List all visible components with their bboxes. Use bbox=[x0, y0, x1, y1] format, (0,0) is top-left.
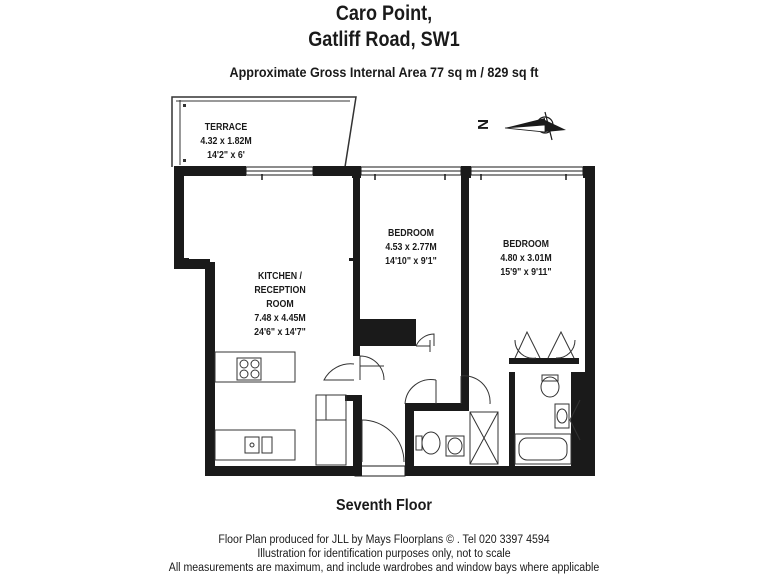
bedroom1-imperial: 14'10" x 9'1" bbox=[385, 256, 437, 267]
terrace-name: TERRACE bbox=[204, 122, 248, 133]
compass-icon bbox=[505, 112, 566, 140]
gross-internal-area: Approximate Gross Internal Area 77 sq m / 829 sq ft bbox=[229, 64, 539, 80]
kitchen-name-line2: RECEPTION bbox=[254, 285, 306, 296]
bedroom2-name: BEDROOM bbox=[503, 239, 549, 250]
bedroom1-label bbox=[367, 227, 455, 269]
bedroom1-name: BEDROOM bbox=[388, 228, 434, 239]
kitchen-name-line1: KITCHEN / bbox=[258, 271, 302, 282]
bedroom2-metric: 4.80 x 3.01M bbox=[500, 253, 552, 264]
hob-rings bbox=[237, 358, 261, 380]
property-address: Gatliff Road, SW1 bbox=[308, 28, 460, 51]
terrace-label bbox=[182, 121, 270, 163]
kitchen-sink bbox=[245, 437, 272, 453]
door-swings bbox=[324, 332, 580, 462]
footer-measurements-note: All measurements are maximum, and include wardrobes and window bays where applicable bbox=[168, 562, 600, 574]
bedroom2-label bbox=[482, 238, 570, 280]
interior-walls bbox=[345, 176, 585, 467]
terrace-imperial: 14'2" x 6' bbox=[207, 150, 245, 161]
compass-north-label: N bbox=[474, 119, 492, 130]
footer-credit: Floor Plan produced for JLL by Mays Floorplans © . Tel 020 3397 4594 bbox=[218, 534, 550, 546]
bedroom2-imperial: 15'9" x 9'11" bbox=[500, 267, 552, 278]
kitchen-metric: 7.48 x 4.45M bbox=[254, 313, 306, 324]
property-name: Caro Point, bbox=[335, 2, 433, 25]
floor-level: Seventh Floor bbox=[335, 497, 433, 514]
bathroom-right-fixtures bbox=[515, 375, 571, 464]
bedroom1-metric: 4.53 x 2.77M bbox=[385, 242, 437, 253]
kitchen-label bbox=[236, 270, 324, 340]
terrace-metric: 4.32 x 1.82M bbox=[200, 136, 252, 147]
footer-disclaimer: Illustration for identification purposes only, not to scale bbox=[257, 548, 511, 560]
bathroom-left-fixtures bbox=[416, 412, 498, 464]
kitchen-units bbox=[215, 352, 346, 465]
kitchen-imperial: 24'6" x 14'7" bbox=[254, 327, 306, 338]
kitchen-name-line3: ROOM bbox=[266, 299, 294, 310]
